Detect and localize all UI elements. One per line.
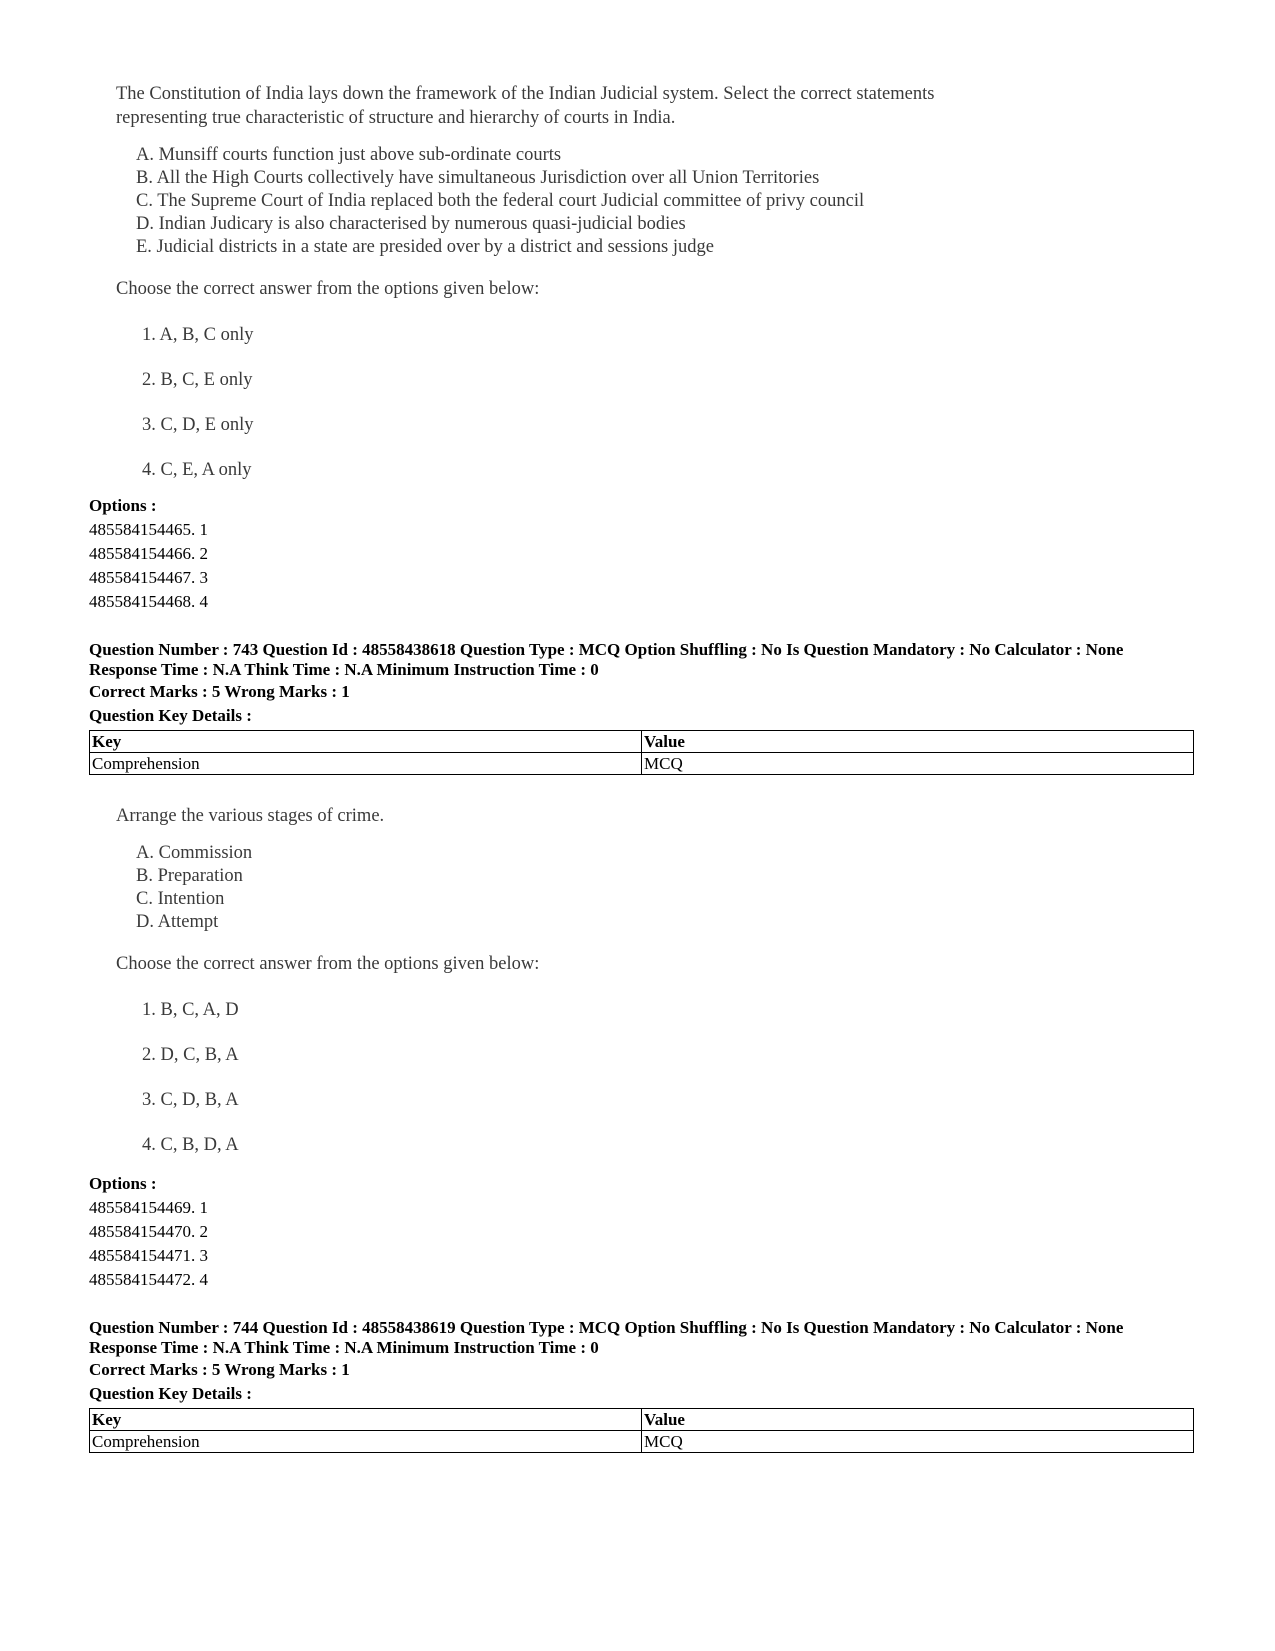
- answer-choice: 1. B, C, A, D: [142, 1000, 239, 1020]
- table-row: [90, 753, 1194, 775]
- table-row: [90, 1431, 1194, 1453]
- table-header-row: [90, 731, 1194, 753]
- marks-line: Correct Marks : 5 Wrong Marks : 1: [89, 1360, 350, 1379]
- marks-line: Correct Marks : 5 Wrong Marks : 1: [89, 682, 350, 701]
- table-header-value: Value: [642, 1409, 1194, 1431]
- question-image-742: [116, 82, 934, 493]
- statement-list: [136, 144, 934, 259]
- statement-item: B. Preparation: [136, 866, 243, 886]
- statement-item: A. Munsiff courts function just above sub-ordinate courts: [136, 145, 562, 165]
- table-header-row: [90, 1409, 1194, 1431]
- choose-instruction: Choose the correct answer from the options given below:: [116, 954, 540, 974]
- table-cell-value: MCQ: [642, 753, 1194, 775]
- question-stem-line: The Constitution of India lays down the framework of the Indian Judicial system. Select the correct statements: [116, 84, 935, 104]
- options-block-742: [89, 494, 1194, 614]
- option-id: 485584154465. 1: [89, 520, 208, 539]
- options-block-743: [89, 1172, 1194, 1292]
- statement-list: [136, 842, 539, 934]
- answer-choice: 1. A, B, C only: [142, 325, 254, 345]
- question-header-743: [89, 640, 1194, 775]
- table-header-value: Value: [642, 731, 1194, 753]
- option-id: 485584154470. 2: [89, 1222, 208, 1241]
- table-cell-value: MCQ: [642, 1431, 1194, 1453]
- option-id: 485584154471. 3: [89, 1246, 208, 1265]
- statement-item: A. Commission: [136, 843, 253, 863]
- option-id: 485584154467. 3: [89, 568, 208, 587]
- option-id: 485584154466. 2: [89, 544, 208, 563]
- key-details-label: Question Key Details :: [89, 706, 252, 725]
- question-stem-line: representing true characteristic of structure and hierarchy of courts in India.: [116, 108, 676, 128]
- answer-choice: 4. C, B, D, A: [142, 1135, 239, 1155]
- answer-choice: 2. B, C, E only: [142, 370, 253, 390]
- answer-choice: 3. C, D, E only: [142, 415, 254, 435]
- options-label: Options :: [89, 1174, 157, 1193]
- question-meta-line: Question Number : 744 Question Id : 48558438619 Question Type : MCQ Option Shuffling : No Is Question Mandatory : No Calculator : None: [89, 1318, 1124, 1337]
- statement-item: C. Intention: [136, 889, 225, 909]
- answer-choice: 2. D, C, B, A: [142, 1045, 239, 1065]
- key-details-table: [89, 1408, 1194, 1453]
- question-meta-line: Response Time : N.A Think Time : N.A Minimum Instruction Time : 0: [89, 1338, 599, 1357]
- statement-item: D. Indian Judicary is also characterised by numerous quasi-judicial bodies: [136, 214, 686, 234]
- table-header-key: Key: [90, 731, 642, 753]
- key-details-label: Question Key Details :: [89, 1384, 252, 1403]
- answer-choice: 3. C, D, B, A: [142, 1090, 239, 1110]
- question-image-743: [116, 804, 539, 1168]
- table-header-key: Key: [90, 1409, 642, 1431]
- statement-item: E. Judicial districts in a state are presided over by a district and sessions judge: [136, 237, 714, 257]
- answer-choice: 4. C, E, A only: [142, 460, 252, 480]
- option-id: 485584154472. 4: [89, 1270, 208, 1289]
- question-meta-line: Response Time : N.A Think Time : N.A Minimum Instruction Time : 0: [89, 660, 599, 679]
- table-cell-key: Comprehension: [90, 753, 642, 775]
- choose-instruction: Choose the correct answer from the options given below:: [116, 279, 540, 299]
- statement-item: D. Attempt: [136, 912, 219, 932]
- key-details-table: [89, 730, 1194, 775]
- option-id: 485584154469. 1: [89, 1198, 208, 1217]
- options-label: Options :: [89, 496, 157, 515]
- question-header-744: [89, 1318, 1194, 1453]
- answer-choice-list: [142, 988, 539, 1168]
- table-cell-key: Comprehension: [90, 1431, 642, 1453]
- statement-item: B. All the High Courts collectively have simultaneous Jurisdiction over all Union Territories: [136, 168, 820, 188]
- statement-item: C. The Supreme Court of India replaced both the federal court Judicial committee of privy council: [136, 191, 865, 211]
- answer-choice-list: [142, 313, 934, 493]
- option-id: 485584154468. 4: [89, 592, 208, 611]
- question-stem: Arrange the various stages of crime.: [116, 806, 385, 826]
- question-meta-line: Question Number : 743 Question Id : 48558438618 Question Type : MCQ Option Shuffling : No Is Question Mandatory : No Calculator : None: [89, 640, 1124, 659]
